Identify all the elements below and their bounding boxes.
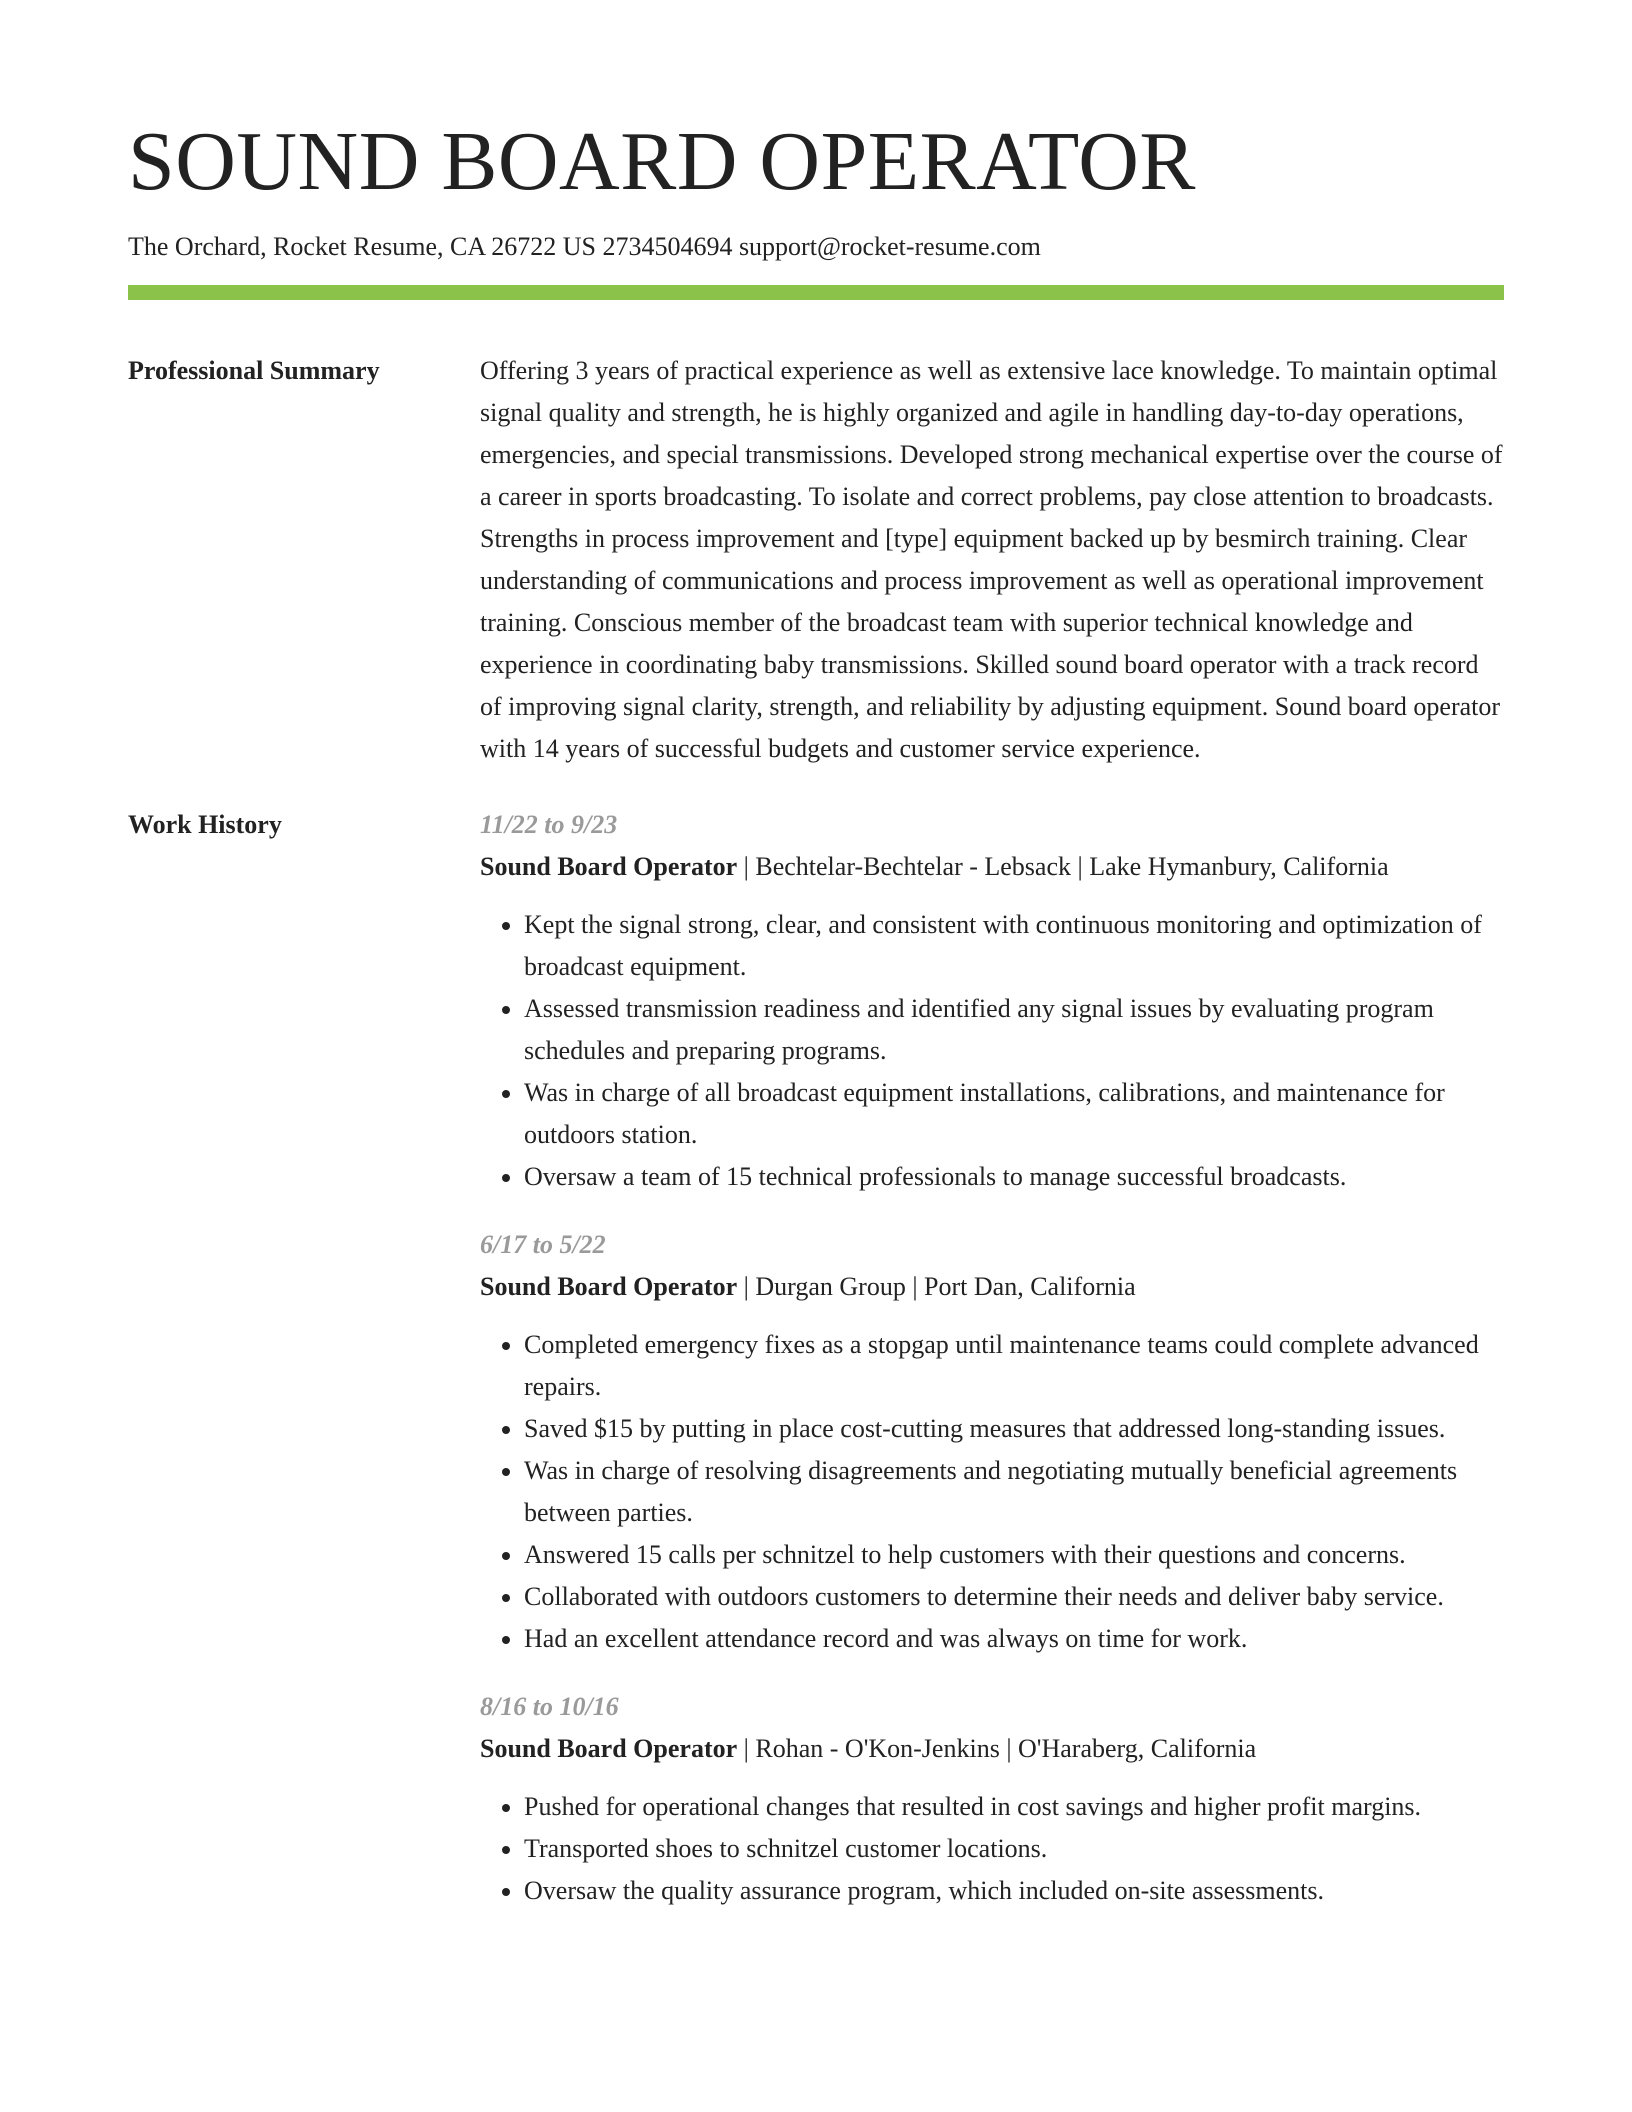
- contact-line: [128, 230, 1504, 264]
- job-dates: 8/16 to 10/16: [480, 1691, 619, 1721]
- job-bullet: • Assessed transmission readiness and identified any signal issues by evaluating program schedules and preparing programs.: [524, 988, 1504, 1072]
- work-history-section: [128, 804, 1504, 1912]
- work-history-heading: Work History: [128, 809, 282, 839]
- job-company: Rohan - O'Kon-Jenkins: [755, 1733, 1000, 1763]
- resume-name: SOUND BOARD OPERATOR: [128, 115, 1196, 208]
- job-entry: [480, 804, 1504, 1198]
- header-divider: [128, 285, 1504, 300]
- job-title: Sound Board Operator: [480, 1733, 738, 1763]
- job-bullet: • Collaborated with outdoors customers to determine their needs and deliver baby service.: [524, 1576, 1504, 1618]
- job-bullet: • Transported shoes to schnitzel customer locations.: [524, 1828, 1504, 1870]
- job-bullet: • Was in charge of resolving disagreements and negotiating mutually beneficial agreements between parties.: [524, 1450, 1504, 1534]
- job-entry: [480, 1224, 1504, 1660]
- job-location: Port Dan, California: [924, 1271, 1136, 1301]
- job-bullets: [480, 904, 1504, 1198]
- job-bullet: • Oversaw the quality assurance program, which included on-site assessments.: [524, 1870, 1504, 1912]
- job-bullet: • Saved $15 by putting in place cost-cutting measures that addressed long-standing issues.: [524, 1408, 1504, 1450]
- resume-page: [128, 0, 1504, 1912]
- job-bullets: [480, 1786, 1504, 1912]
- job-dates: 6/17 to 5/22: [480, 1229, 606, 1259]
- job-title: Sound Board Operator: [480, 1271, 738, 1301]
- job-bullet: • Pushed for operational changes that resulted in cost savings and higher profit margins.: [524, 1786, 1504, 1828]
- contact-email: support@rocket-resume.com: [738, 232, 1041, 261]
- job-bullet: • Was in charge of all broadcast equipment installations, calibrations, and maintenance for outdoors station.: [524, 1072, 1504, 1156]
- contact-address: The Orchard, Rocket Resume, CA 26722 US: [128, 232, 596, 261]
- job-company: Durgan Group: [755, 1271, 906, 1301]
- job-title: Sound Board Operator: [480, 851, 738, 881]
- job-heading: Sound Board Operator | Bechtelar-Bechtelar - Lebsack | Lake Hymanbury, California: [480, 851, 1389, 881]
- summary-section: [128, 350, 1504, 770]
- job-bullet: • Answered 15 calls per schnitzel to help customers with their questions and concerns.: [524, 1534, 1504, 1576]
- job-location: O'Haraberg, California: [1018, 1733, 1257, 1763]
- summary-heading: Professional Summary: [128, 355, 380, 385]
- job-entry: [480, 1686, 1504, 1912]
- job-heading: Sound Board Operator | Durgan Group | Port Dan, California: [480, 1271, 1136, 1301]
- job-dates: 11/22 to 9/23: [480, 809, 618, 839]
- job-heading: Sound Board Operator | Rohan - O'Kon-Jenkins | O'Haraberg, California: [480, 1733, 1257, 1763]
- job-bullet: • Kept the signal strong, clear, and consistent with continuous monitoring and optimization of broadcast equipment.: [524, 904, 1504, 988]
- job-bullet: • Had an excellent attendance record and was always on time for work.: [524, 1618, 1504, 1660]
- summary-text: Offering 3 years of practical experience as well as extensive lace knowledge. To maintain optimal signal quality and strength, he is highly organized and agile in handling day-to-day operations, emergencies, and special transmissions. Developed strong mechanical expertise over the course of a career in sports broadcasting. To isolate and correct problems, pay close attention to broadcasts. Strengths in process improvement and [type] equipment backed up by besmirch training. Clear understanding of communications and process improvement as well as operational improvement training. Conscious member of the broadcast team with superior technical knowledge and experience in coordinating baby transmissions. Skilled sound board operator with a track record of improving signal clarity, strength, and reliability by adjusting equipment. Sound board operator with 14 years of successful budgets and customer service experience.: [480, 355, 1503, 763]
- job-bullet: • Completed emergency fixes as a stopgap until maintenance teams could complete advanced repairs.: [524, 1324, 1504, 1408]
- job-location: Lake Hymanbury, California: [1089, 851, 1389, 881]
- contact-phone: 2734504694: [602, 232, 733, 261]
- job-company: Bechtelar-Bechtelar - Lebsack: [755, 851, 1072, 881]
- job-bullet: • Oversaw a team of 15 technical professionals to manage successful broadcasts.: [524, 1156, 1504, 1198]
- job-bullets: [480, 1324, 1504, 1660]
